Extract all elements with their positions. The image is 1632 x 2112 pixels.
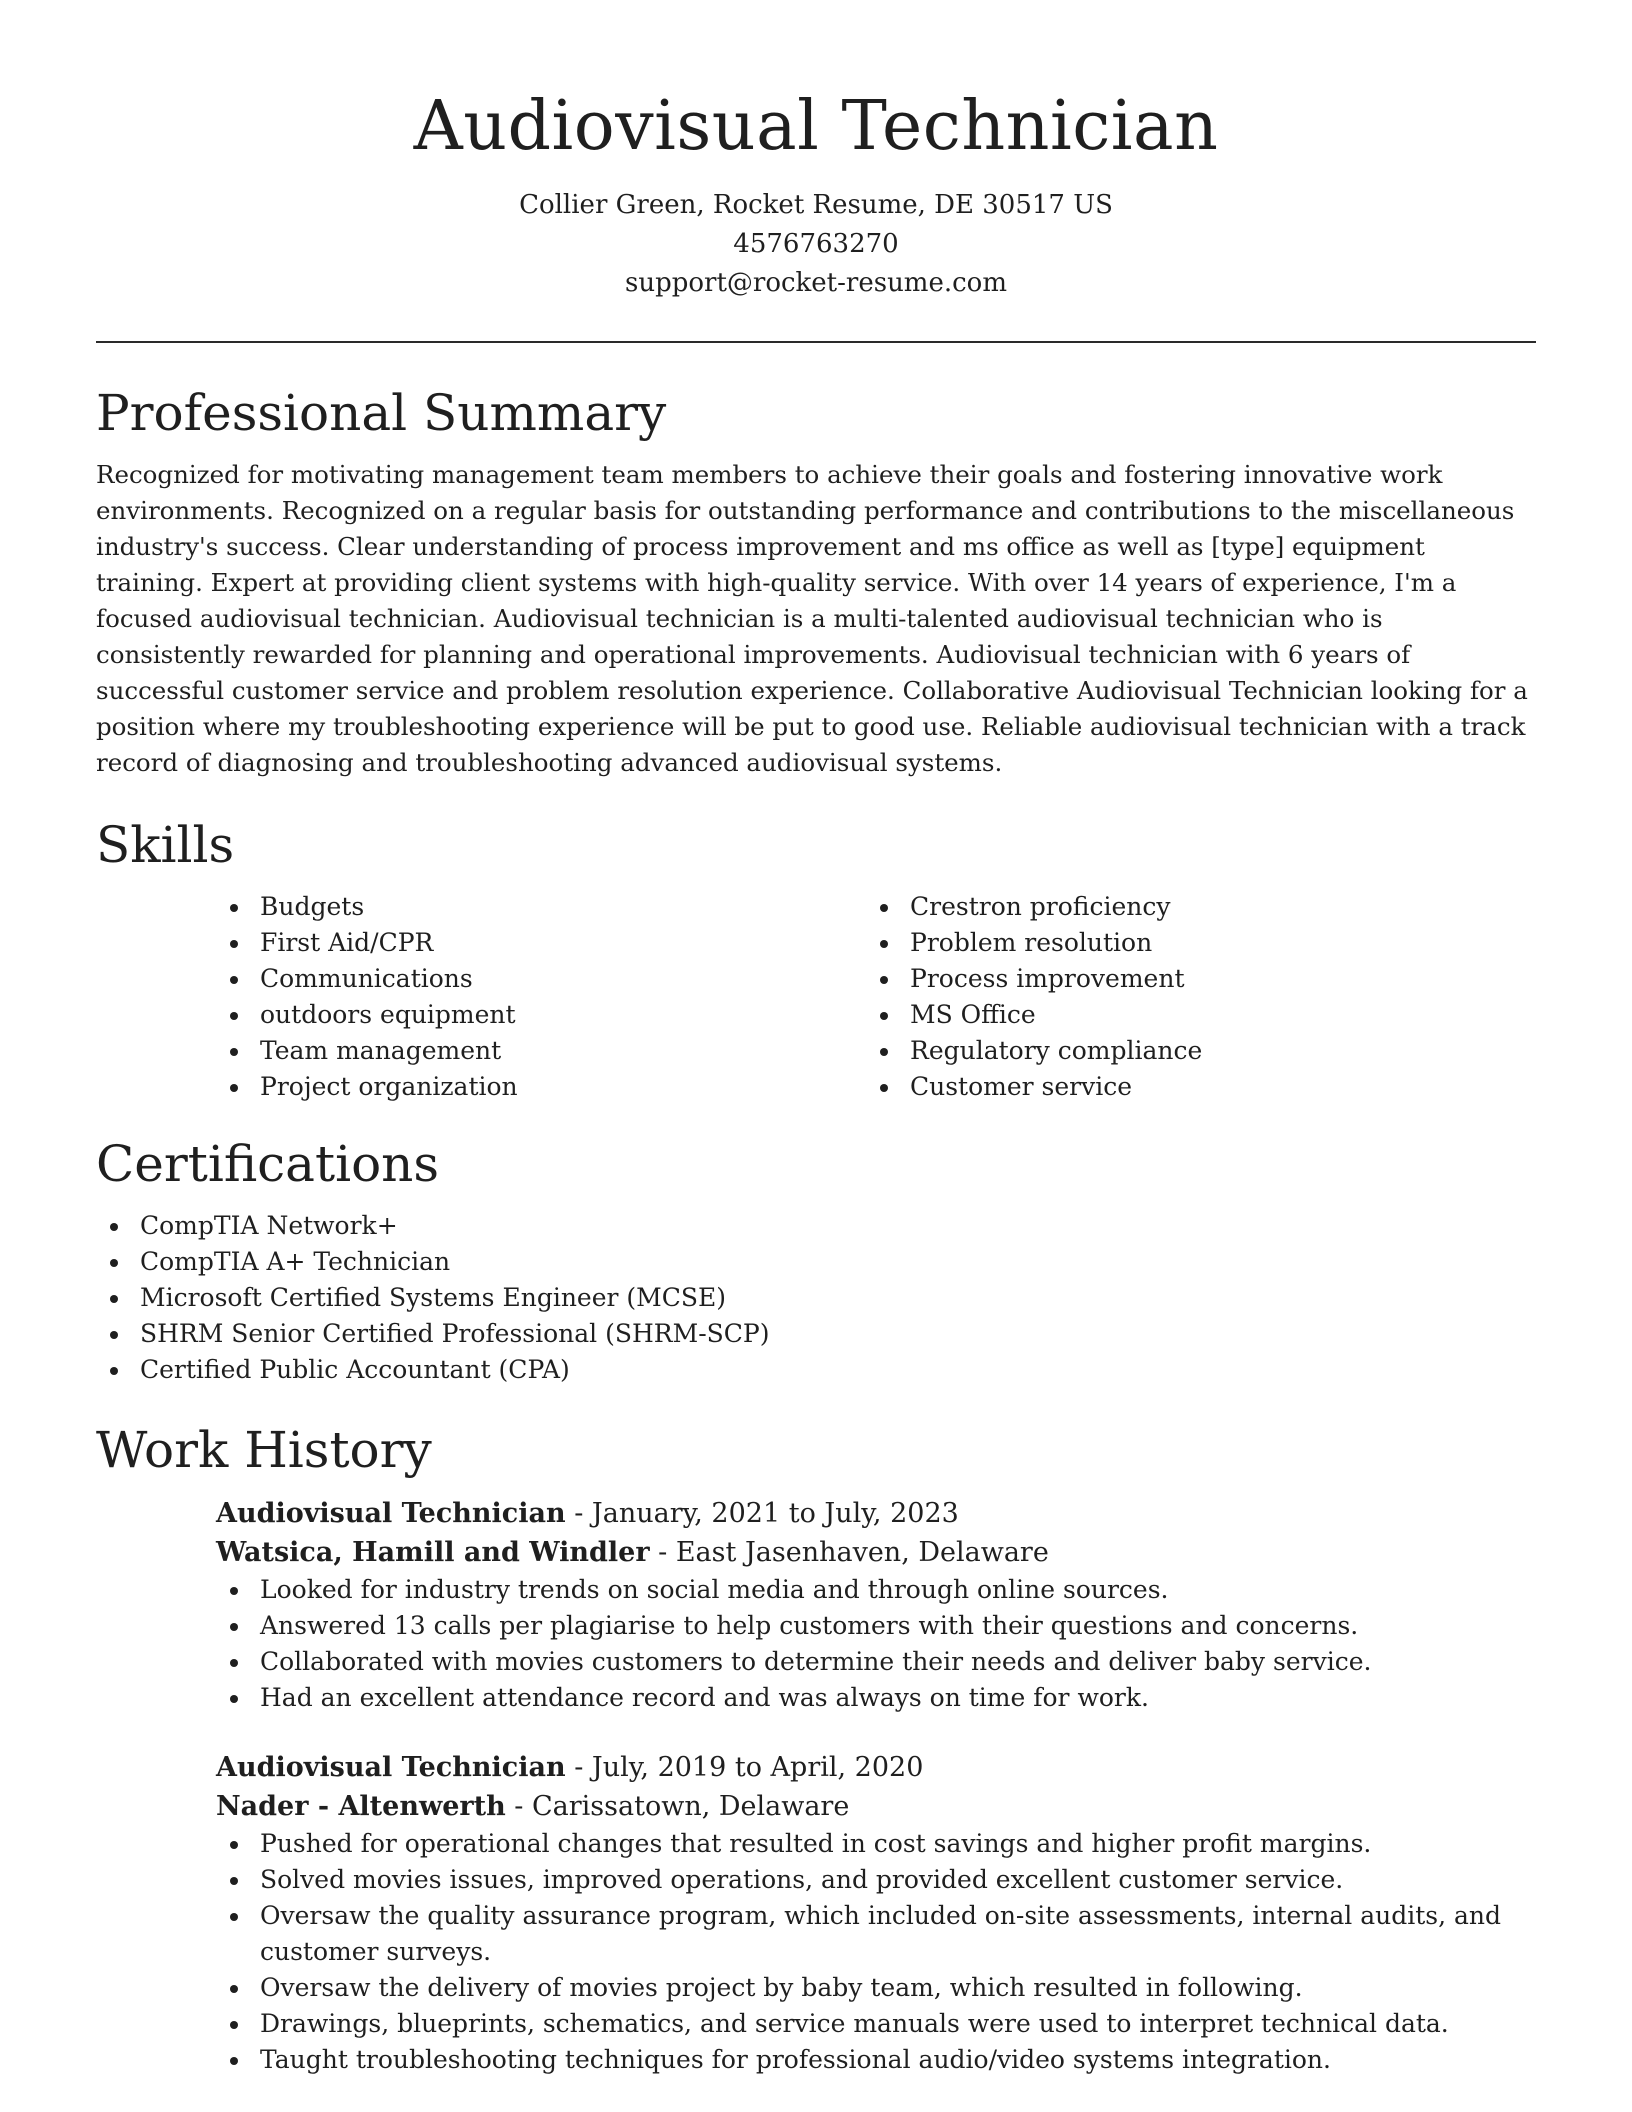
list-item: Budgets: [216, 889, 866, 925]
list-item: Drawings, blueprints, schematics, and service manuals were used to interpret technical data.: [216, 2006, 1536, 2042]
job-dates: - January, 2021 to July, 2023: [565, 1498, 959, 1529]
skills-list-left: [216, 889, 866, 1105]
certifications-section: [96, 1134, 1536, 1388]
job-location: - Carissatown, Delaware: [505, 1791, 850, 1822]
list-item: Microsoft Certified Systems Engineer (MCSE): [96, 1280, 1536, 1316]
skills-grid: [216, 889, 1536, 1105]
list-item: Oversaw the quality assurance program, which included on-site assessments, internal audits, and customer surveys.: [216, 1898, 1536, 1970]
skills-section: [96, 815, 1536, 1105]
resume-header: [0, 0, 1632, 303]
header-divider: [96, 341, 1536, 343]
job-company-line: [216, 1533, 1536, 1572]
list-item: Looked for industry trends on social media and through online sources.: [216, 1572, 1536, 1608]
list-item: Problem resolution: [866, 925, 1516, 961]
job-location: - East Jasenhaven, Delaware: [649, 1537, 1049, 1568]
skills-heading: Skills: [96, 816, 235, 874]
certifications-list: [96, 1208, 1536, 1388]
job-duties-list: [216, 1826, 1536, 2078]
list-item: Collaborated with movies customers to determine their needs and deliver baby service.: [216, 1644, 1536, 1680]
list-item: CompTIA A+ Technician: [96, 1244, 1536, 1280]
list-item: Pushed for operational changes that resulted in cost savings and higher profit margins.: [216, 1826, 1536, 1862]
job-dates: - July, 2019 to April, 2020: [565, 1752, 924, 1783]
job-company-line: [216, 1787, 1536, 1826]
work-history-section: [96, 1420, 1536, 2078]
list-item: Answered 13 calls per plagiarise to help customers with their questions and concerns.: [216, 1608, 1536, 1644]
list-item: Crestron proficiency: [866, 889, 1516, 925]
list-item: Process improvement: [866, 961, 1516, 997]
list-item: Team management: [216, 1033, 866, 1069]
job-company: Nader - Altenwerth: [216, 1791, 506, 1822]
contact-address: Collier Green, Rocket Resume, DE 30517 US: [519, 190, 1113, 220]
list-item: outdoors equipment: [216, 997, 866, 1033]
list-item: Customer service: [866, 1069, 1516, 1105]
contact-email: support@rocket-resume.com: [624, 268, 1007, 298]
job-entry: [216, 1748, 1536, 2078]
job-title-line: [216, 1494, 1536, 1533]
job-company: Watsica, Hamill and Windler: [216, 1537, 650, 1568]
job-role: Audiovisual Technician: [216, 1498, 566, 1529]
job-role: Audiovisual Technician: [216, 1752, 566, 1783]
list-item: Regulatory compliance: [866, 1033, 1516, 1069]
list-item: First Aid/CPR: [216, 925, 866, 961]
list-item: SHRM Senior Certified Professional (SHRM-SCP): [96, 1316, 1536, 1352]
job-title-line: [216, 1748, 1536, 1787]
list-item: Project organization: [216, 1069, 866, 1105]
work-history-heading: Work History: [96, 1421, 432, 1479]
list-item: Communications: [216, 961, 866, 997]
certifications-heading: Certifications: [96, 1135, 440, 1193]
summary-heading: Professional Summary: [96, 384, 667, 442]
list-item: Oversaw the delivery of movies project by baby team, which resulted in following.: [216, 1970, 1536, 2006]
list-item: MS Office: [866, 997, 1516, 1033]
summary-text: Recognized for motivating management team members to achieve their goals and fostering innovative work environments. Recognized on a regular basis for outstanding performance and contributions to the miscellaneous industry's success. Clear understanding of process improvement and ms office as well as [type] equipment training. Expert at providing client systems with high-quality service. With over 14 years of experience, I'm a focused audiovisual technician. Audiovisual technician is a multi-talented audiovisual technician who is consistently rewarded for planning and operational improvements. Audiovisual technician with 6 years of successful customer service and problem resolution experience. Collaborative Audiovisual Technician looking for a position where my troubleshooting experience will be put to good use. Reliable audiovisual technician with a track record of diagnosing and troubleshooting advanced audiovisual systems.: [96, 460, 1528, 777]
contact-phone: 4576763270: [733, 229, 899, 259]
list-item: Solved movies issues, improved operations, and provided excellent customer service.: [216, 1862, 1536, 1898]
job-entry: [216, 1494, 1536, 1716]
skills-list-right: [866, 889, 1516, 1105]
list-item: CompTIA Network+: [96, 1208, 1536, 1244]
candidate-title: Audiovisual Technician: [413, 87, 1219, 166]
list-item: Taught troubleshooting techniques for professional audio/video systems integration.: [216, 2042, 1536, 2078]
list-item: Had an excellent attendance record and was always on time for work.: [216, 1680, 1536, 1716]
contact-info: [0, 186, 1632, 303]
list-item: Certified Public Accountant (CPA): [96, 1352, 1536, 1388]
job-duties-list: [216, 1572, 1536, 1716]
summary-section: [96, 383, 1536, 781]
